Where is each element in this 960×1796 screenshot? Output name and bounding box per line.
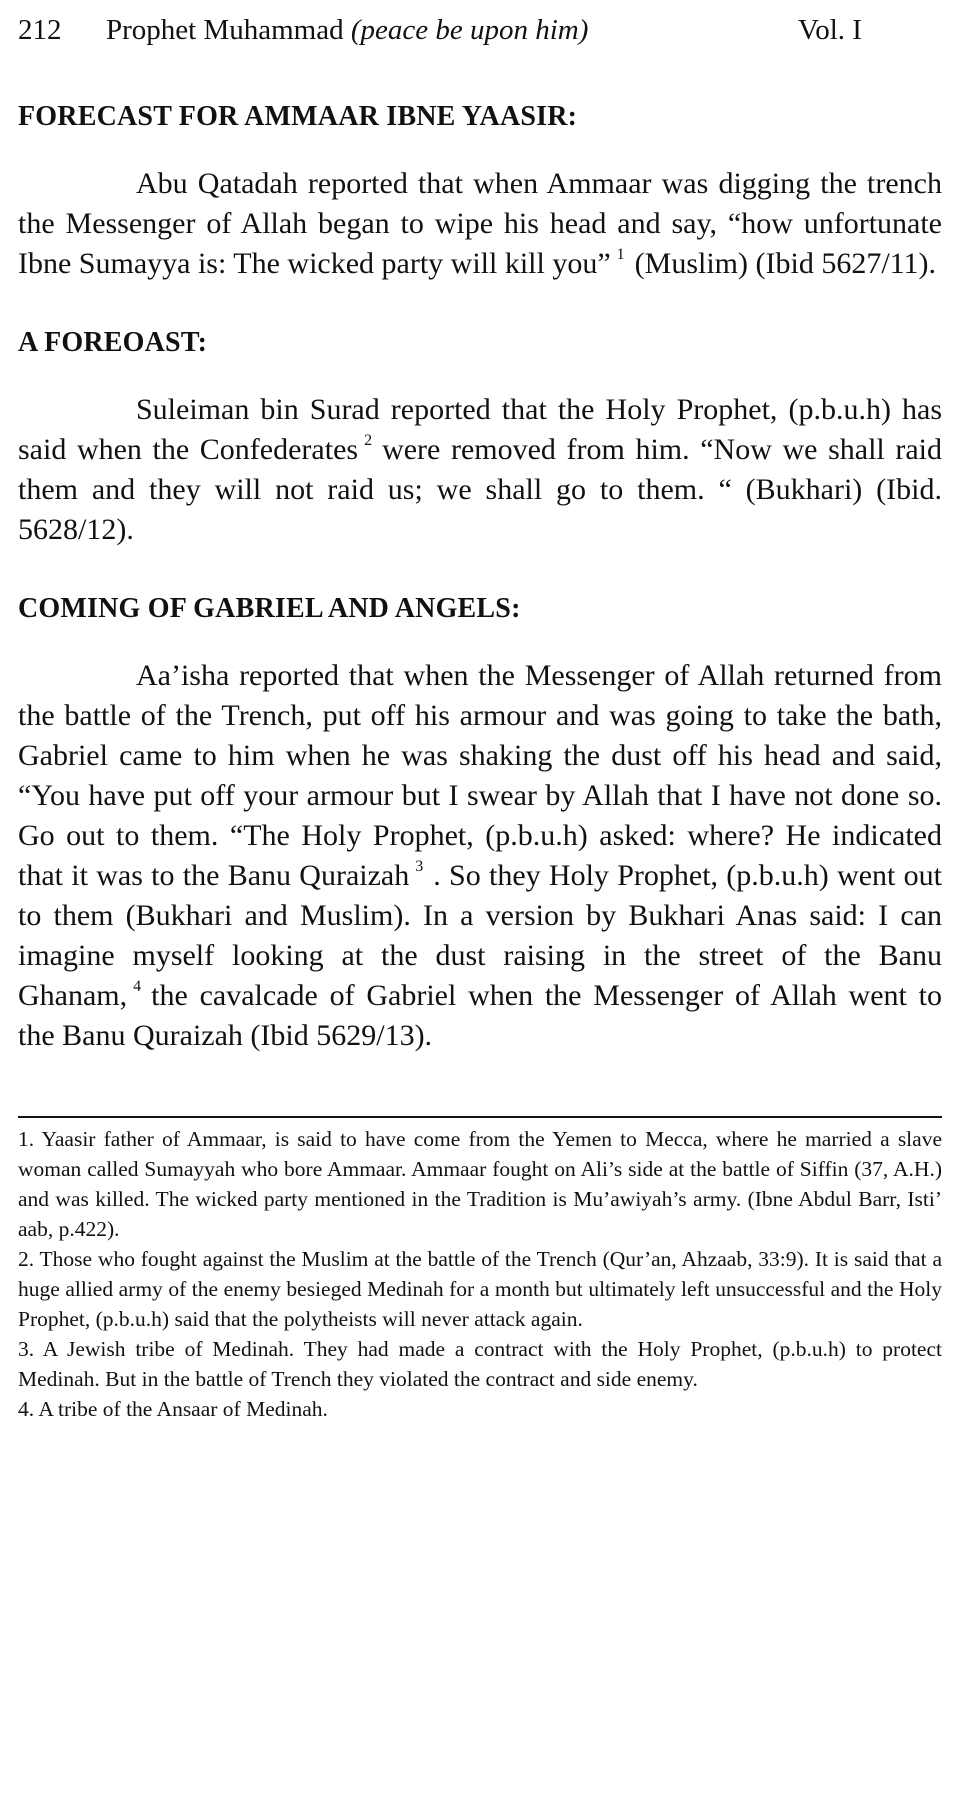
book-title-honorific: (peace be upon him) (350, 14, 589, 46)
book-title (106, 10, 588, 50)
book-title-main: Prophet Muhammad (106, 14, 344, 46)
footnote-3: 3. A Jewish tribe of Medinah. They had made a contract with the Holy Prophet, (p.b.u.h) to protect Medinah. But in the battle of Trench they violated the contract and side enemy. (18, 1337, 942, 1391)
paragraph-text: were removed from him. “Now we shall raid them and they will not raid us; we shall go to them. “ (Bukhari) (Ibid. 5628/12). (18, 433, 943, 546)
footnote-4: 4. A tribe of the Ansaar of Medinah. (18, 1397, 328, 1421)
running-header (18, 10, 942, 54)
footnote-ref-2[interactable]: 2 (364, 432, 373, 449)
section-paragraph-gabriel (18, 656, 942, 1056)
footnote-ref-1[interactable]: 1 (616, 246, 625, 263)
section-heading-gabriel: COMING OF GABRIEL AND ANGELS: (18, 593, 521, 624)
footnote-ref-3[interactable]: 3 (415, 858, 424, 875)
volume-label: Vol. I (798, 14, 862, 46)
footnote-divider (18, 1116, 942, 1118)
book-page (18, 10, 942, 1424)
section-paragraph-forecast (18, 390, 942, 550)
page-number: 212 (18, 14, 62, 46)
section-heading-ammaar: FORECAST FOR AMMAAR IBNE YAASIR: (18, 101, 578, 132)
footnote-1: 1. Yaasir father of Ammaar, is said to have come from the Yemen to Mecca, where he married a slave woman called Sumayyah who bore Ammaar. Ammaar fought on Ali’s side at the battle of Siffin (37, A.H.) and was killed. The wicked party mentioned in the Tradition is Mu’awiyah’s army. (Ibne Abdul Barr, Isti’ aab, p.422). (18, 1127, 942, 1241)
footnote-ref-4[interactable]: 4 (133, 978, 142, 995)
footnote-2: 2. Those who fought against the Muslim at the battle of the Trench (Qur’an, Ahzaab, 33:9). It is said that a huge allied army of the enemy besieged Medinah for a month but ultimately left unsuccessful and the Holy Prophet, (p.b.u.h) said that the polytheists will never attack again. (18, 1247, 942, 1331)
paragraph-text: . So they Holy Prophet, (p.b.u.h) went out to them (Bukhari and Muslim). In a version by Bukhari Anas said: I can imagine myself looking at the dust raising in the street of the Banu Ghanam, (18, 859, 943, 1012)
section-paragraph-ammaar (18, 164, 942, 284)
paragraph-text: the cavalcade of Gabriel when the Messenger of Allah went to the Banu Quraizah (Ibid 5629/13). (18, 979, 942, 1052)
paragraph-text: Aa’isha reported that when the Messenger of Allah returned from the battle of the Trench, put off his armour and was going to take the bath, Gabriel came to him when he was shaking the dust off his head and said, “You have put off your armour but I swear by Allah that I have not done so. Go out to them. “The Holy Prophet, (p.b.u.h) asked: where? He indicated that it was to the Banu Quraizah (18, 659, 942, 892)
paragraph-text: (Muslim) (Ibid 5627/11). (634, 247, 937, 280)
section-heading-forecast: A FOREOAST: (18, 327, 208, 358)
paragraph-text: Abu Qatadah reported that when Ammaar was digging the trench the Messenger of Allah began to wipe his head and say, “how unfortunate Ibne Sumayya is: The wicked party will kill you” (18, 167, 942, 280)
footnotes (18, 1124, 942, 1424)
paragraph-text: Suleiman bin Surad reported that the Holy Prophet, (p.b.u.h) has said when the Confederates (18, 393, 942, 466)
